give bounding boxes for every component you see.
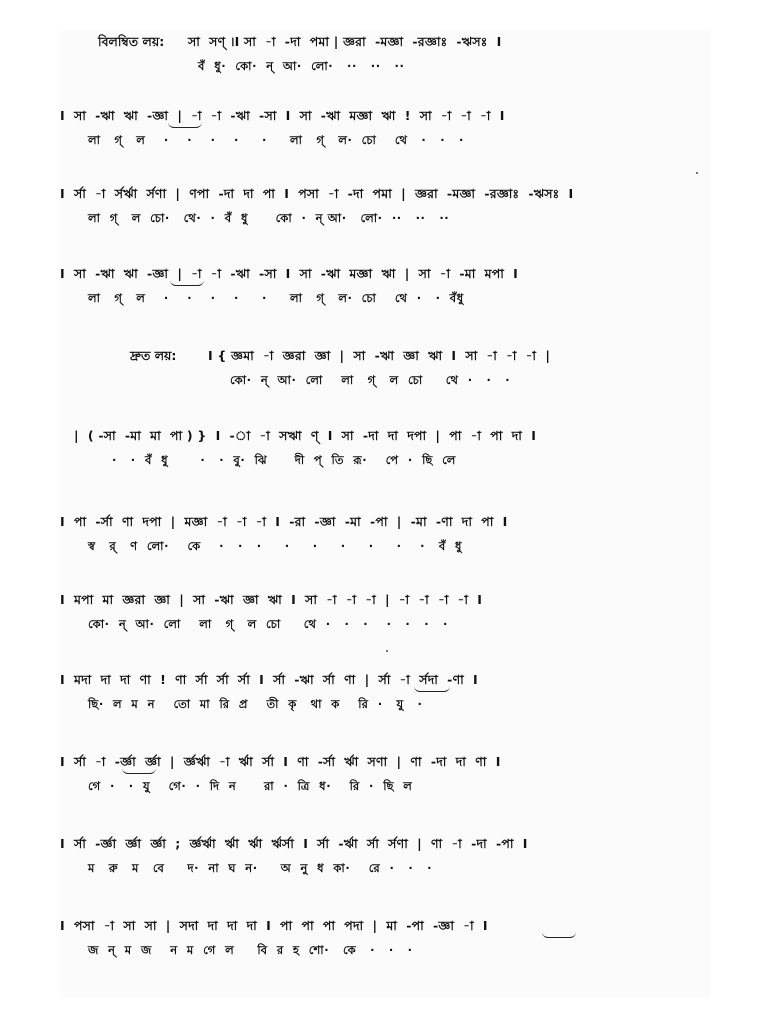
- lyric-line: · · বঁ ধু · · বু· ঝি দী প্ তি রূ· পে · ছি লে: [112, 453, 456, 467]
- lyric-line: লা গ্ ল · · · · · লা গ্ ল· চো থে · · বঁধু: [88, 291, 464, 305]
- lyric-line: ছি· ল ম ন তো মা রি প্র তী কৃ থা ক রি · যু ·: [88, 697, 423, 711]
- stray-dot: [696, 172, 698, 174]
- lyric-line: গে · · যু গে· · দি ন রা · ত্রি ধ· রি · ছি ল: [88, 779, 413, 793]
- notation-line: I পা -র্সা ণা দপা | মজ্ঞা -া -া -া I -রা -জ্ঞা -মা -পা | -মা -ণা দা পা I: [60, 514, 508, 529]
- tempo-label-fast: দ্রুত লয়:: [130, 348, 177, 363]
- meend-mark: [168, 122, 202, 128]
- stray-dot: [386, 650, 388, 652]
- notation-line: I সা -ঋা ঋা -জ্ঞা | -া -া -ঋা -সা I সা -ঋা মজ্ঞা ঋা ! সা -া -া -া I: [60, 108, 505, 123]
- notation-line: I র্সা -র্জ্ঞা র্জ্ঞা র্জ্ঞা ; র্জ্ঞর্ঋা র্ঋা র্ঋা র্ঋর্সা I র্সা -র্ঋা র্সা র্সণা | ণা -া -দা -পা I: [60, 836, 528, 851]
- notation-line: I মদা দা দা ণা ! ণা র্সা র্সা র্সা I র্সা -ঋা র্সা ণা | র্সা -া র্সদা -ণা I: [60, 672, 478, 687]
- meend-mark: [414, 686, 450, 692]
- lyric-line: কো· ন্ আ· লো লা গ্ ল চো থে · · ·: [230, 373, 511, 387]
- notation-line: I র্সা -া র্সর্ঋা র্সণা | ণপা -দা দা পা I পসা -া -দা পমা | জ্ঞরা -মজ্ঞা -রজ্ঞাঃ -ঋসঃ I: [60, 186, 574, 201]
- notation-line: I মপা মা জ্ঞরা জ্ঞা | সা -ঋা জ্ঞা ঋা I সা -া -া -া | -া -া -া -া I: [60, 592, 483, 607]
- notation-line: | ( -সা -মা মা পা ) } I -া -া সঋা ণ্ I সা -দা দা দপা | পা -া পা দা I: [74, 428, 537, 443]
- lyric-line: লা গ্ ল চো· থে· · বঁ ধু কো · ন্ আ· লো· ·· ·· ··: [88, 211, 450, 225]
- notation-line: I পসা -া সা সা | সদা দা দা দা I পা পা পা পদা | মা -পা -জ্ঞা -া I: [60, 918, 488, 933]
- lyric-line: ম রু ম বে দ· না ঘ ন· অ নু ধ কা· রে · · ·: [88, 861, 433, 875]
- meend-mark: [542, 932, 576, 938]
- meend-mark: [170, 280, 204, 286]
- notation-line: I { জ্ঞমা -া জ্ঞরা জ্ঞা | সা -ঋা জ্ঞা ঋা I সা -া -া -া |: [208, 348, 551, 363]
- lyric-line: লা গ্ ল · · · · · লা গ্ ল· চো থে · · ·: [88, 133, 464, 147]
- tempo-label-slow: বিলম্বিত লয়:: [98, 34, 165, 49]
- meend-mark: [122, 768, 156, 774]
- lyric-line: স্ব র্ ণ লো· কে · · · · · · · · · বঁ ধু: [88, 539, 463, 553]
- lyric-line: বঁ ধু· কো· ন্ আ· লো· ·· ·· ··: [198, 59, 405, 73]
- notation-line: I র্সা -া -র্জ্ঞা র্জ্ঞা | র্জ্ঞর্ঋা -া র্ঋা র্সা I ণা -র্সা র্ঋা সণা | ণা -দা দা ণা I: [60, 754, 501, 769]
- notation-line: I সা -ঋা ঋা -জ্ঞা | -া -া -ঋা -সা I সা -ঋা মজ্ঞা ঋা | সা -া -মা মপা I: [60, 266, 519, 281]
- notation-page: [60, 30, 710, 998]
- lyric-line: জ ন্ ম জ ন ম গে ল বি র হ শো· কে · · ·: [88, 943, 413, 957]
- lyric-line: কো· ন্ আ· লো লা গ্ ল চো থে · · · · · · ·: [88, 617, 448, 631]
- notation-line: সা সণ্ ।I সা -া -দা পমা | জ্ঞরা -মজ্ঞা -রজ্ঞাঃ -ঋসঃ I: [188, 34, 502, 49]
